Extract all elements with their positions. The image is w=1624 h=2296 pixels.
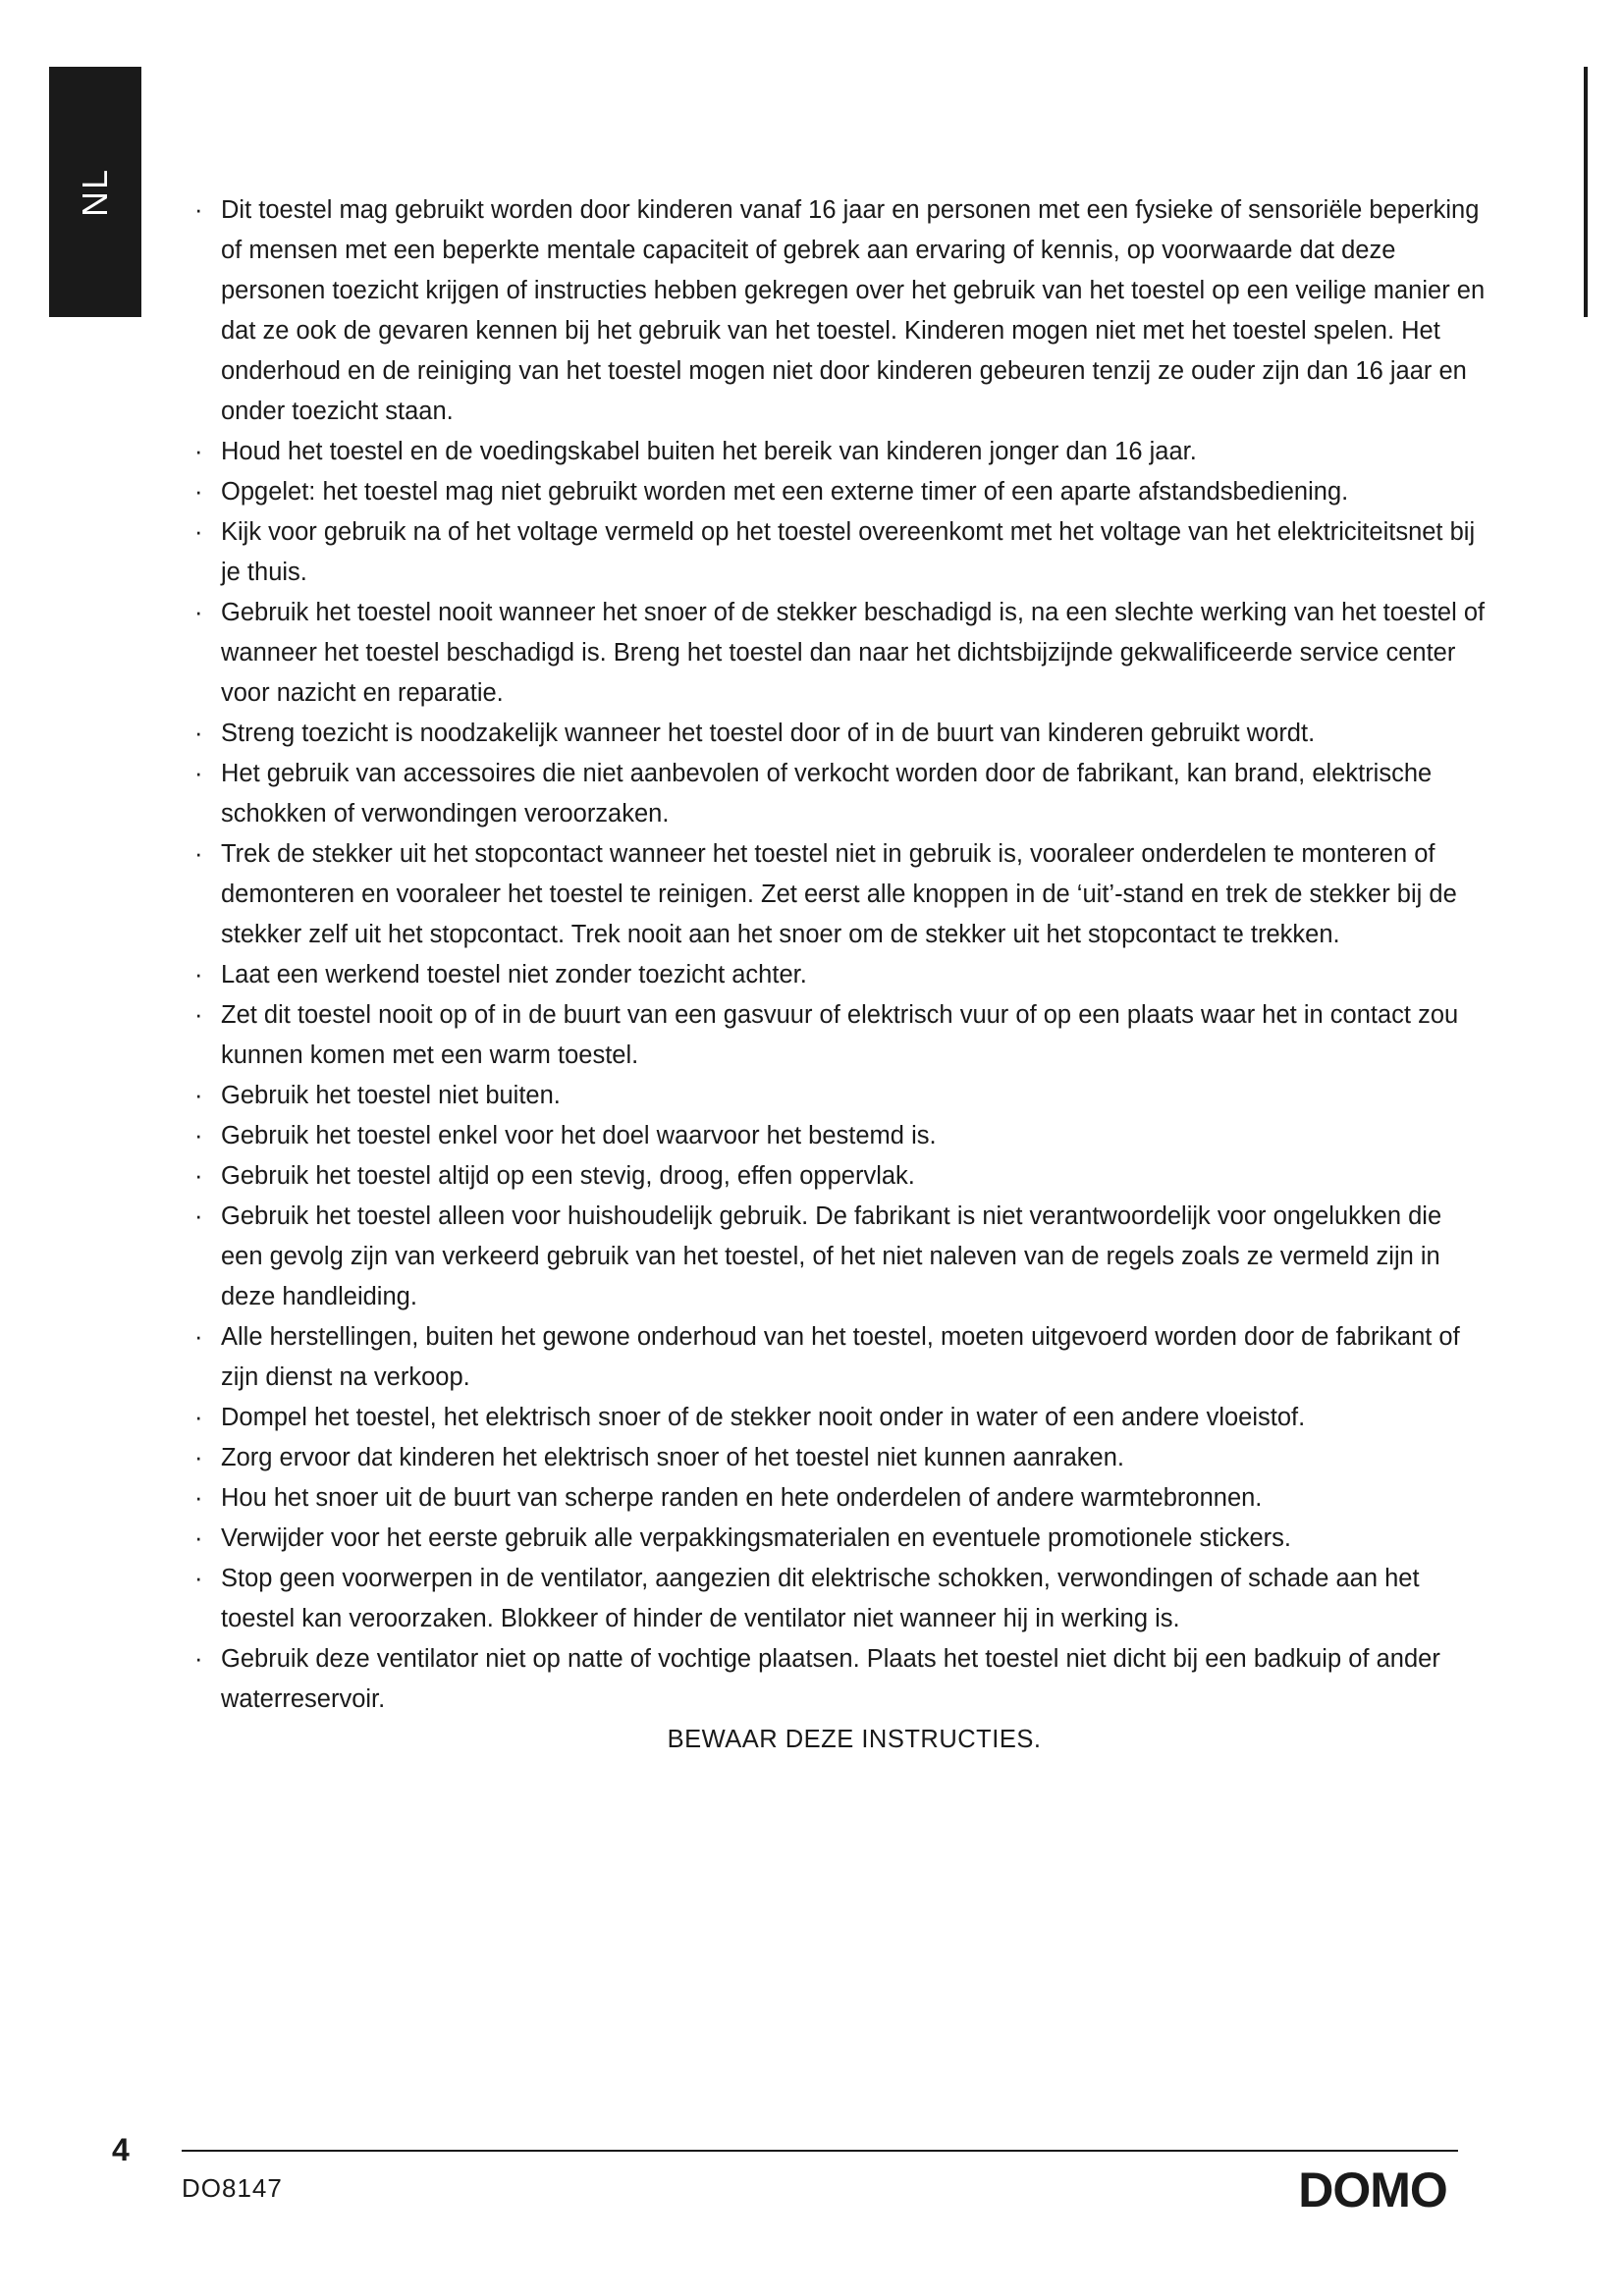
safety-instructions (191, 190, 1488, 1760)
instruction-text: Dit toestel mag gebruikt worden door kinderen vanaf 16 jaar en personen met een fysieke of sensoriële beperking of mensen met een beperkte mentale capaciteit of gebrek aan ervaring of kennis, op voorwaarde dat deze personen toezicht krijgen of instructies hebben gekregen over het gebruik van het toestel op een veilige manier en dat ze ook de gevaren kennen bij het gebruik van het toestel. Kinderen mogen niet met het toestel spelen. Het onderhoud en de reiniging van het toestel mogen niet door kinderen gebeuren tenzij ze ouder zijn dan 16 jaar en onder toezicht staan. (221, 196, 1486, 425)
footer-rule (182, 2150, 1458, 2152)
bullet-icon: · (194, 961, 203, 988)
instruction-text: Zorg ervoor dat kinderen het elektrisch snoer of het toestel niet kunnen aanraken. (221, 1444, 1124, 1471)
instruction-item (191, 190, 1488, 432)
closing-notice: BEWAAR DEZE INSTRUCTIES. (667, 1726, 1042, 1753)
instruction-list (191, 190, 1488, 1720)
instruction-text: Gebruik het toestel niet buiten. (221, 1082, 561, 1109)
instruction-text: Streng toezicht is noodzakelijk wanneer het toestel door of in de buurt van kinderen gebruikt wordt. (221, 720, 1316, 747)
bullet-icon: · (194, 438, 203, 465)
instruction-text: Houd het toestel en de voedingskabel buiten het bereik van kinderen jonger dan 16 jaar. (221, 438, 1197, 465)
brand-logo-text: DOMO (1298, 2163, 1447, 2217)
instruction-item (191, 472, 1488, 512)
instruction-text: Het gebruik van accessoires die niet aanbevolen of verkocht worden door de fabrikant, kan brand, elektrische schokken of verwondingen veroorzaken. (221, 760, 1433, 828)
instruction-item (191, 995, 1488, 1076)
bullet-icon: · (194, 1323, 203, 1351)
model-code: DO8147 (182, 2173, 283, 2203)
language-tab-label: NL (75, 167, 115, 217)
instruction-item (191, 754, 1488, 834)
bullet-icon: · (194, 760, 203, 787)
instruction-item (191, 834, 1488, 955)
bullet-icon: · (194, 1202, 203, 1230)
instruction-item (191, 1076, 1488, 1116)
instruction-item (191, 1438, 1488, 1478)
instruction-text: Opgelet: het toestel mag niet gebruikt worden met een externe timer of een aparte afstandsbediening. (221, 478, 1349, 506)
brand-logo (1284, 2160, 1461, 2218)
bullet-icon: · (194, 196, 203, 224)
bullet-icon: · (194, 599, 203, 626)
bullet-icon: · (194, 478, 203, 506)
bullet-icon: · (194, 1645, 203, 1673)
instruction-text: Gebruik het toestel alleen voor huishoudelijk gebruik. De fabrikant is niet verantwoordelijk voor ongelukken die een gevolg zijn van verkeerd gebruik van het toestel, of het niet naleven van de regels zoals ze vermeld zijn in deze handleiding. (221, 1202, 1442, 1310)
instruction-text: Kijk voor gebruik na of het voltage vermeld op het toestel overeenkomt met het voltage van het elektriciteitsnet bij je thuis. (221, 518, 1476, 586)
instruction-text: Stop geen voorwerpen in de ventilator, aangezien dit elektrische schokken, verwondingen of schade aan het toestel kan veroorzaken. Blokkeer of hinder de ventilator niet wanneer hij in werking is. (221, 1565, 1420, 1632)
page-number: 4 (112, 2132, 130, 2167)
bullet-icon: · (194, 720, 203, 747)
instruction-text: Gebruik het toestel enkel voor het doel waarvoor het bestemd is. (221, 1122, 937, 1149)
instruction-item (191, 1116, 1488, 1156)
instruction-item (191, 1639, 1488, 1720)
instruction-item (191, 1197, 1488, 1317)
bullet-icon: · (194, 1001, 203, 1029)
instruction-item (191, 1519, 1488, 1559)
bullet-icon: · (194, 1404, 203, 1431)
bullet-icon: · (194, 1524, 203, 1552)
instruction-item (191, 1156, 1488, 1197)
bullet-icon: · (194, 1082, 203, 1109)
instruction-text: Gebruik het toestel nooit wanneer het snoer of de stekker beschadigd is, na een slechte werking van het toestel of wanneer het toestel beschadigd is. Breng het toestel dan naar het dichtsbijzijnde gekwalificeerde service center voor nazicht en reparatie. (221, 599, 1486, 707)
instruction-item (191, 955, 1488, 995)
bullet-icon: · (194, 1444, 203, 1471)
instruction-item (191, 1478, 1488, 1519)
right-margin-rule (1584, 67, 1588, 317)
instruction-text: Hou het snoer uit de buurt van scherpe randen en hete onderdelen of andere warmtebronnen. (221, 1484, 1263, 1512)
instruction-text: Gebruik deze ventilator niet op natte of vochtige plaatsen. Plaats het toestel niet dicht bij een badkuip of ander waterreservoir. (221, 1645, 1440, 1713)
instruction-text: Dompel het toestel, het elektrisch snoer of de stekker nooit onder in water of een andere vloeistof. (221, 1404, 1306, 1431)
instruction-item (191, 1398, 1488, 1438)
bullet-icon: · (194, 1565, 203, 1592)
instruction-text: Laat een werkend toestel niet zonder toezicht achter. (221, 961, 807, 988)
bullet-icon: · (194, 1484, 203, 1512)
instruction-item (191, 593, 1488, 714)
instruction-item (191, 1317, 1488, 1398)
instruction-item (191, 512, 1488, 593)
bullet-icon: · (194, 518, 203, 546)
instruction-text: Alle herstellingen, buiten het gewone onderhoud van het toestel, moeten uitgevoerd worden door de fabrikant of zijn dienst na verkoop. (221, 1323, 1460, 1391)
instruction-text: Verwijder voor het eerste gebruik alle verpakkingsmaterialen en eventuele promotionele stickers. (221, 1524, 1291, 1552)
instruction-item (191, 714, 1488, 754)
bullet-icon: · (194, 840, 203, 868)
instruction-text: Zet dit toestel nooit op of in de buurt van een gasvuur of elektrisch vuur of op een plaats waar het in contact zou kunnen komen met een warm toestel. (221, 1001, 1459, 1069)
instruction-text: Gebruik het toestel altijd op een stevig, droog, effen oppervlak. (221, 1162, 915, 1190)
instruction-item (191, 1559, 1488, 1639)
instruction-item (191, 432, 1488, 472)
bullet-icon: · (194, 1162, 203, 1190)
instruction-text: Trek de stekker uit het stopcontact wanneer het toestel niet in gebruik is, vooraleer onderdelen te monteren of demonteren en vooraleer het toestel te reinigen. Zet eerst alle knoppen in de ‘uit’-stand en trek de stekker bij de stekker zelf uit het stopcontact. Trek nooit aan het snoer om de stekker uit het stopcontact te trekken. (221, 840, 1457, 948)
language-tab (49, 67, 141, 317)
bullet-icon: · (194, 1122, 203, 1149)
